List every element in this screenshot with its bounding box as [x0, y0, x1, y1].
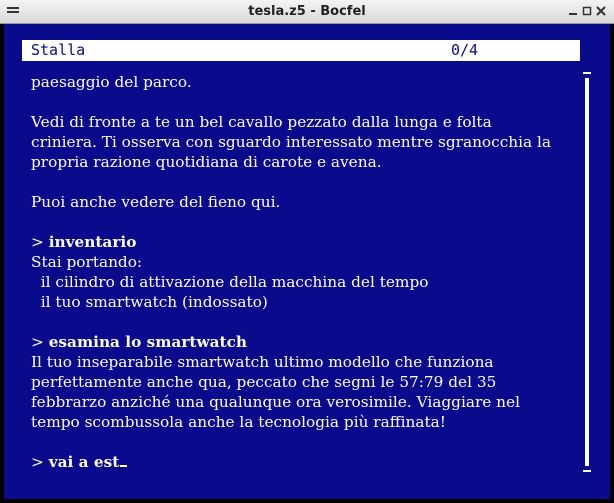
scrollbar-top-cap — [583, 72, 591, 74]
blank-line — [31, 92, 579, 112]
window-title: tesla.z5 - Bocfel — [248, 4, 366, 19]
command-line — [31, 232, 579, 252]
prompt-symbol: > — [31, 233, 49, 251]
story-text — [31, 72, 579, 472]
story-line: Vedi di fronte a te un bel cavallo pezzato dalla lunga e folta — [31, 113, 492, 131]
blank-line — [31, 172, 579, 192]
prompt-symbol: > — [31, 333, 49, 351]
story-line: paesaggio del parco. — [31, 73, 192, 91]
scrollbar-thumb[interactable] — [585, 78, 589, 466]
blank-line — [31, 212, 579, 232]
story-line: propria razione quotidiana di carote e avena. — [31, 153, 382, 171]
command-text: vai a est — [48, 453, 120, 471]
close-icon[interactable] — [594, 4, 608, 18]
story-line: perfettamente anche qua, peccato che segni le 57:79 del 35 — [31, 373, 497, 391]
maximize-icon[interactable] — [580, 4, 594, 18]
story-line: febbrarzo anziché una qualunque ora verosimile. Viaggiare nel — [31, 393, 520, 411]
story-line: il tuo smartwatch (indossato) — [31, 293, 268, 311]
scrollbar-bottom-cap — [583, 470, 591, 472]
story-line: Il tuo inseparabile smartwatch ultimo modello che funziona — [31, 353, 494, 371]
score-display: 0/4 — [451, 41, 479, 59]
story-line: tempo scombussola anche la tecnologia più raffinata! — [31, 413, 446, 431]
blank-line — [31, 432, 579, 452]
status-bar — [22, 40, 580, 61]
command-line — [31, 332, 579, 352]
prompt-symbol: > — [31, 453, 49, 471]
story-line: criniera. Ti osserva con sguardo interessato mentre sgranocchia la — [31, 133, 552, 151]
command-text: inventario — [48, 233, 137, 251]
text-cursor — [120, 465, 127, 467]
minimize-icon[interactable] — [566, 4, 580, 18]
command-text: esamina lo smartwatch — [48, 333, 248, 351]
game-window[interactable] — [4, 24, 610, 499]
blank-line — [31, 312, 579, 332]
command-input-line[interactable] — [31, 452, 579, 472]
window-titlebar[interactable] — [0, 0, 614, 24]
story-line: Puoi anche vedere del fieno qui. — [31, 193, 281, 211]
story-line: il cilindro di attivazione della macchina del tempo — [31, 273, 429, 291]
location-name: Stalla — [31, 41, 86, 59]
story-line: Stai portando: — [31, 253, 143, 271]
